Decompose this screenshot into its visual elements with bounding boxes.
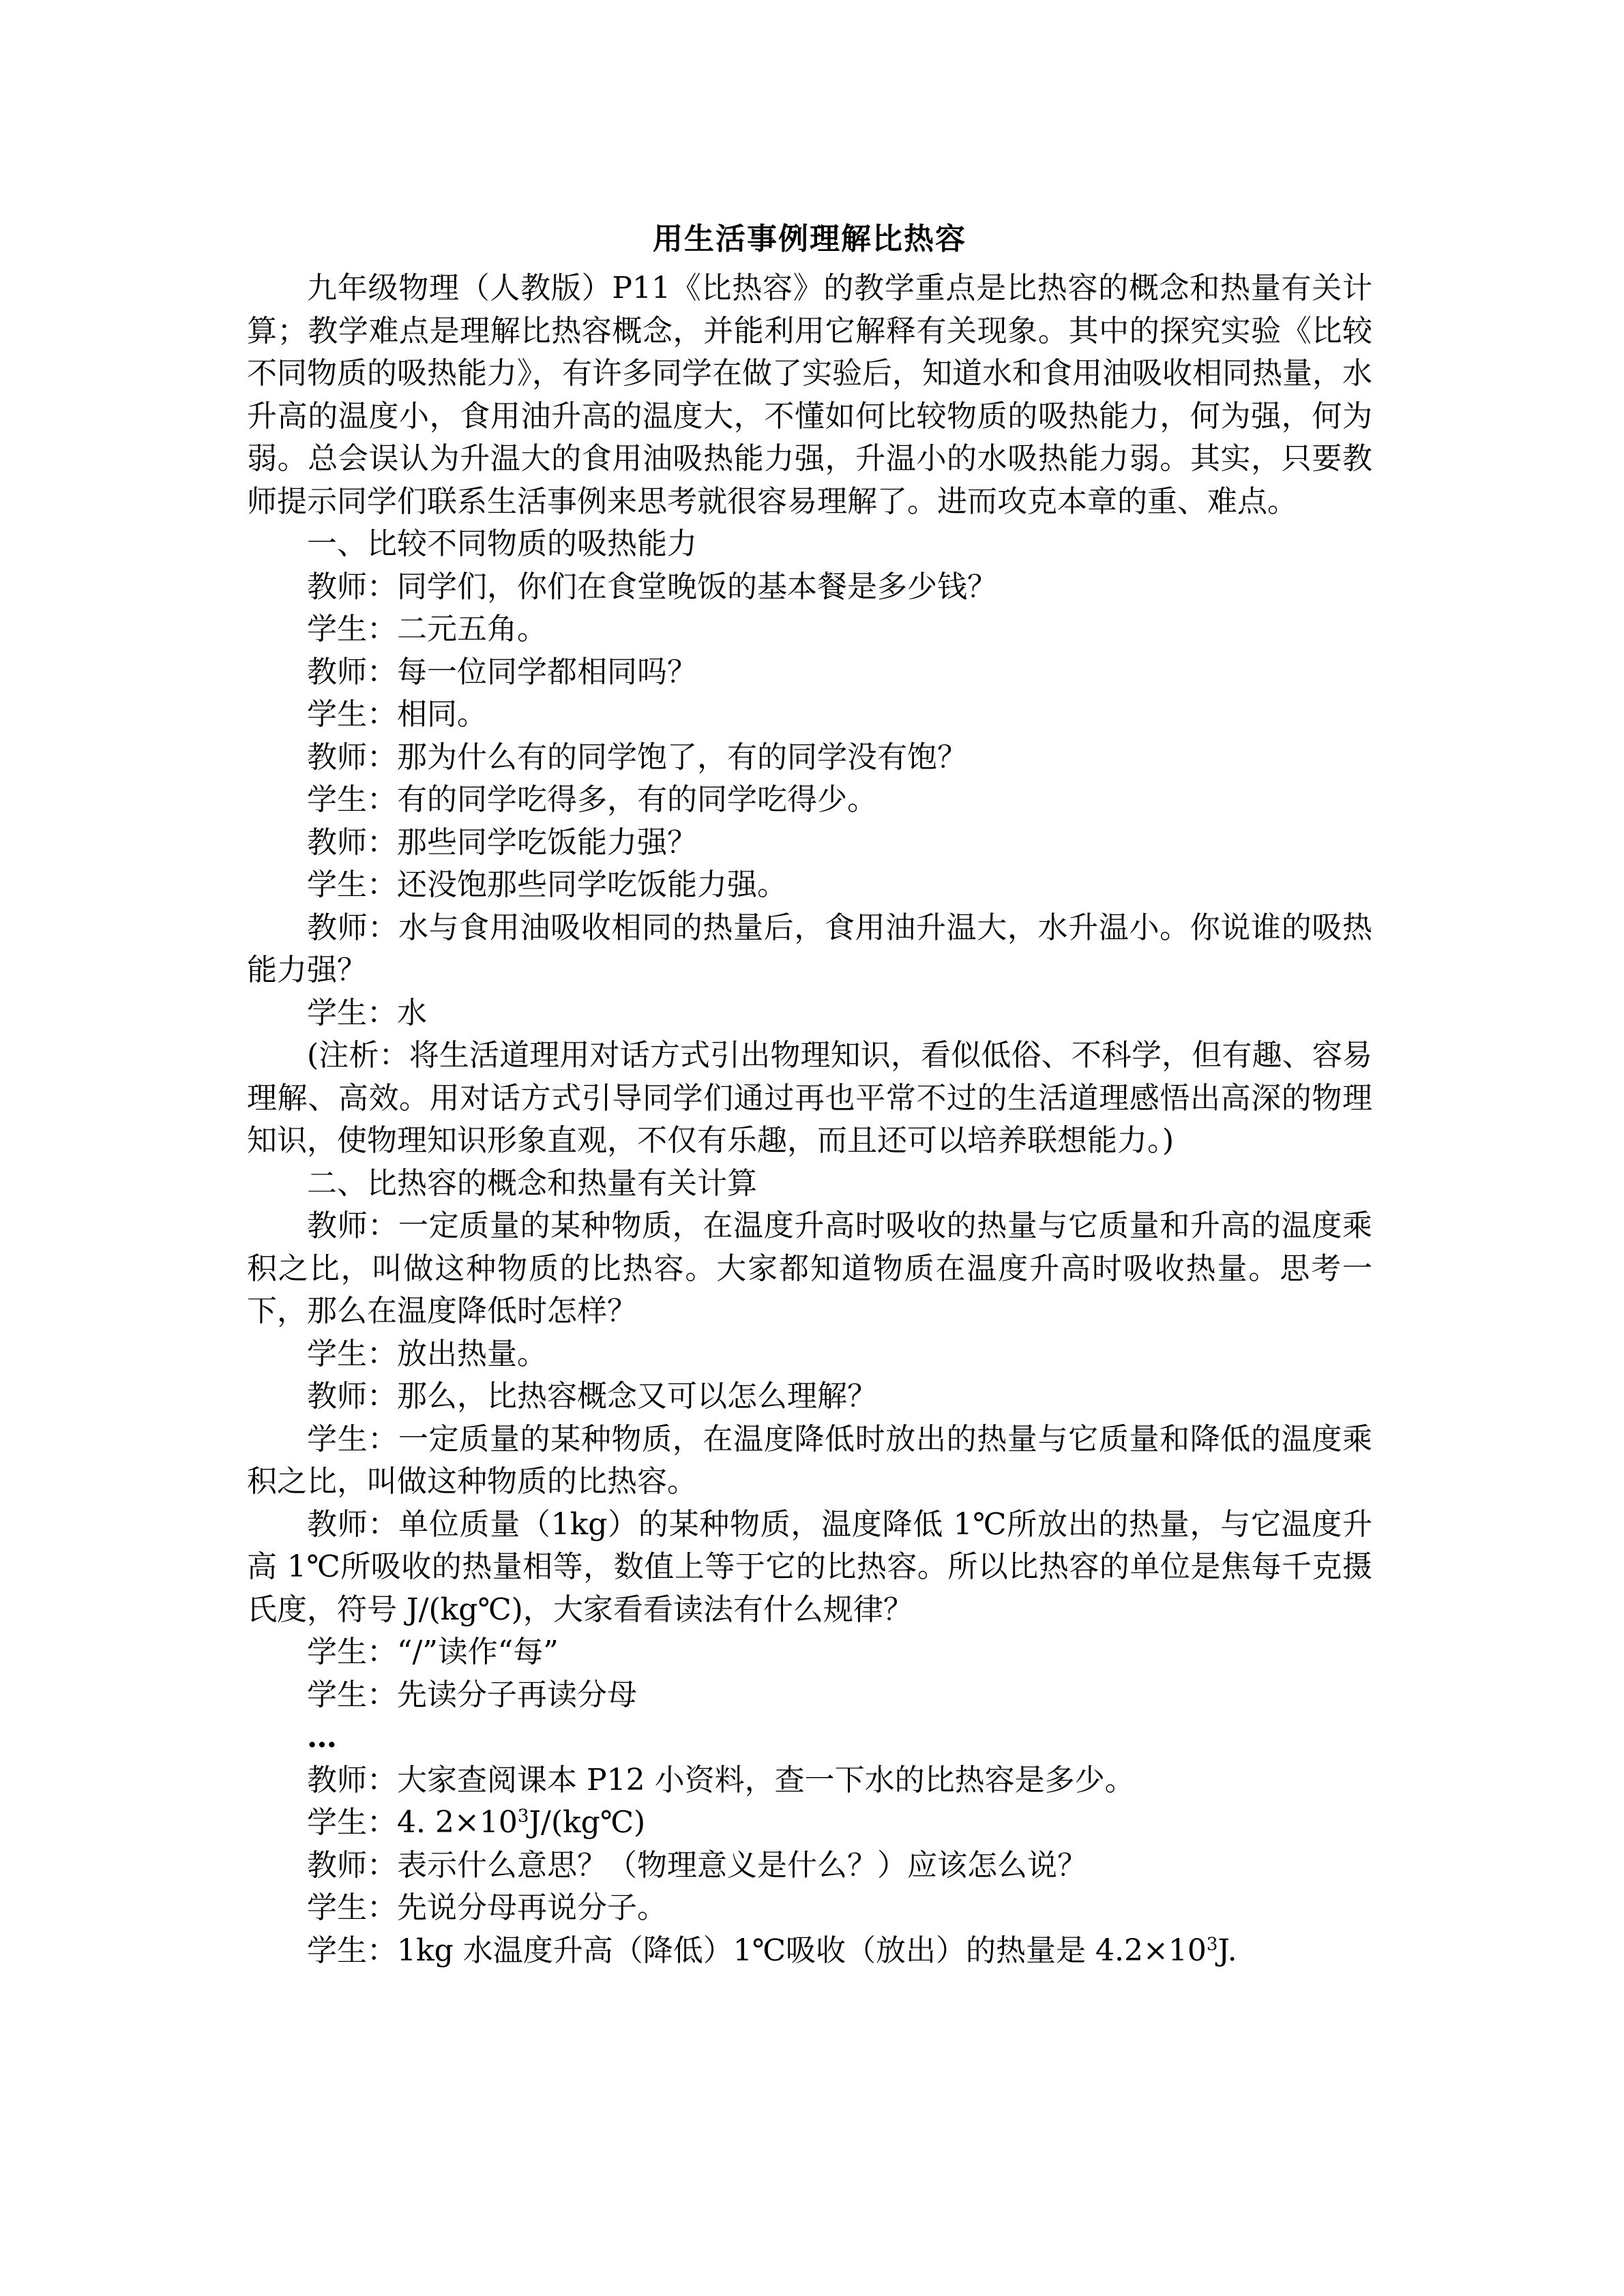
- dialogue-line: 教师：单位质量（1kg）的某种物质，温度降低 1℃所放出的热量，与它温度升高 1℃所吸收的热量相等，数值上等于它的比热容。所以比热容的单位是焦每千克摄氏度，符号 J/(kg℃)，大家看看读法有什么规律？: [247, 1506, 1372, 1627]
- final-suffix: J.: [1217, 1933, 1237, 1968]
- dialogue-line: 学生：“/”读作“每”: [307, 1635, 559, 1669]
- dialogue-line: 学生：还没饱那些同学吃饭能力强。: [307, 867, 787, 902]
- dialogue-line: 教师：表示什么意思？（物理意义是什么？）应该怎么说？: [307, 1847, 1087, 1883]
- formula-prefix: 学生：4. 2×10: [307, 1805, 518, 1840]
- section-heading-2: 二、比热容的概念和热量有关计算: [307, 1165, 757, 1201]
- dialogue-line: 学生：相同。: [307, 697, 487, 732]
- ellipsis: …: [307, 1720, 337, 1755]
- dialogue-line: 学生：一定质量的某种物质，在温度降低时放出的热量与它质量和降低的温度乘积之比，叫做这种物质的比热容。: [247, 1421, 1372, 1499]
- final-exponent: 3: [1206, 1933, 1218, 1954]
- dialogue-line: 教师：那些同学吃饭能力强？: [307, 824, 697, 860]
- section-heading-1: 一、比较不同物质的吸热能力: [307, 526, 697, 561]
- final-prefix: 学生：1kg 水温度升高（降低）1℃吸收（放出）的热量是 4.2×10: [307, 1933, 1207, 1968]
- annotation-note: (注析：将生活道理用对话方式引出物理知识，看似低俗、不科学，但有趣、容易理解、高效。用对话方式引导同学们通过再也平常不过的生活道理感悟出高深的物理知识，使物理知识形象直观，不仅有乐趣，而且还可以培养联想能力。): [247, 1038, 1372, 1158]
- dialogue-line: 教师：那为什么有的同学饱了，有的同学没有饱？: [307, 739, 967, 775]
- dialogue-line-water-specific-heat: [247, 1802, 1372, 1845]
- dialogue-line: 学生：水: [307, 995, 427, 1030]
- dialogue-line: 学生：二元五角。: [307, 612, 547, 646]
- intro-paragraph: 九年级物理（人教版）P11《比热容》的教学重点是比热容的概念和热量有关计算；教学难点是理解比热容概念，并能利用它解释有关现象。其中的探究实验《比较不同物质的吸热能力》，有许多同学在做了实验后，知道水和食用油吸收相同热量，水升高的温度小，食用油升高的温度大，不懂如何比较物质的吸热能力，何为强，何为弱。总会误认为升温大的食用油吸热能力强，升温小的水吸热能力弱。其实，只要教师提示同学们联系生活事例来思考就很容易理解了。进而攻克本章的重、难点。: [247, 271, 1372, 519]
- dialogue-line: 教师：大家查阅课本 P12 小资料，查一下水的比热容是多少。: [307, 1762, 1135, 1798]
- dialogue-line: 学生：有的同学吃得多，有的同学吃得少。: [307, 782, 877, 817]
- dialogue-line: 教师：一定质量的某种物质，在温度升高时吸收的热量与它质量和升高的温度乘积之比，叫做这种物质的比热容。大家都知道物质在温度升高时吸收热量。思考一下，那么在温度降低时怎样？: [247, 1208, 1372, 1328]
- dialogue-line: 学生：先读分子再读分母: [307, 1677, 637, 1712]
- dialogue-line: 学生：放出热量。: [307, 1336, 547, 1371]
- dialogue-line: 教师：那么，比热容概念又可以怎么理解？: [307, 1379, 877, 1414]
- page-title: 用生活事例理解比热容: [653, 222, 966, 256]
- dialogue-line-final: [247, 1930, 1372, 1973]
- dialogue-line: 教师：水与食用油吸收相同的热量后，食用油升温大，水升温小。你说谁的吸热能力强？: [247, 910, 1372, 987]
- dialogue-line: 学生：先说分母再说分子。: [307, 1890, 667, 1925]
- document-page: [247, 217, 1372, 1972]
- dialogue-line: 教师：每一位同学都相同吗？: [307, 654, 697, 689]
- formula-exponent: 3: [517, 1806, 529, 1827]
- dialogue-line: 教师：同学们，你们在食堂晚饭的基本餐是多少钱？: [307, 569, 997, 604]
- formula-suffix: J/(kg℃): [529, 1805, 646, 1840]
